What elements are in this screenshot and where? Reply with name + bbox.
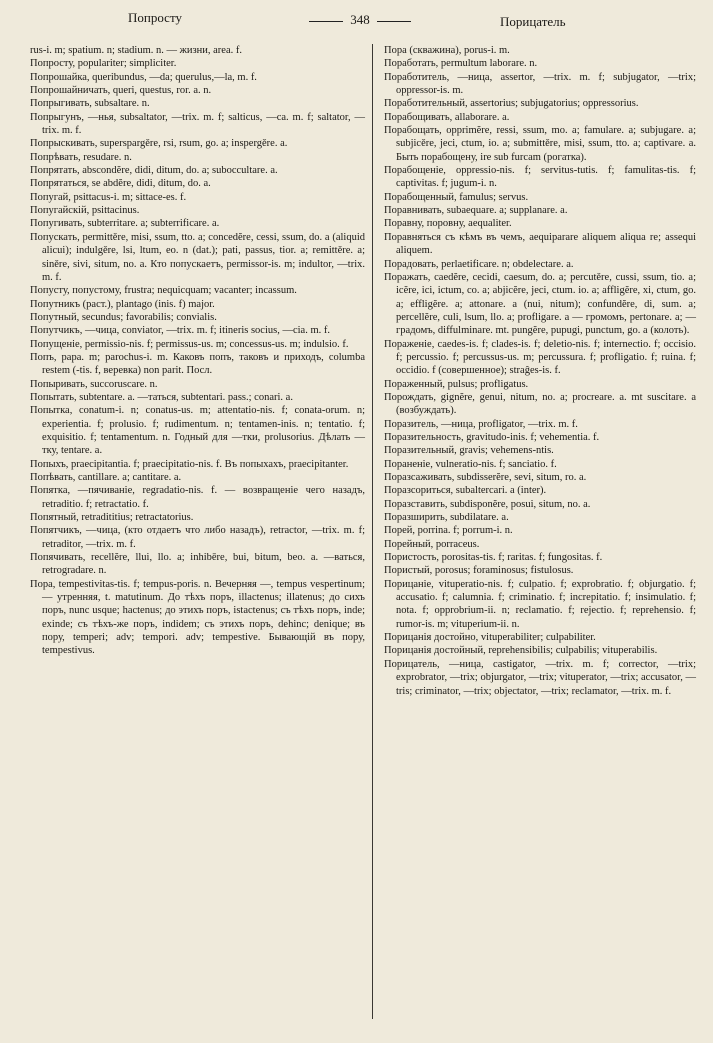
dictionary-entry: Попятка, —пячиваніе, regradatio-nis. f. — возвращеніе чего назадъ, retraditio. f; retractatio. f. <box>30 485 365 510</box>
dictionary-entry: Поразставить, subdisponĕre, posui, situm, no. a. <box>384 498 591 510</box>
dictionary-entry: Порейный, porraceus. <box>384 538 480 550</box>
dictionary-entry: Пораженіе, caedes-is. f; clades-is. f; deletio-nis. f; internectio. f; occisio. f; percussio. f; percussus-us. m; percussura. f; profligatio. f; ruina. f; occidio. f (совершенное); straĝes-is. f. <box>384 338 696 377</box>
dictionary-entry: Поработитель, —ница, assertor, —trix. m. f; subjugator, —trix; oppressor-is. m. <box>384 71 696 97</box>
dictionary-entry: Попятчикъ, —чица, (кто отдаетъ что либо назадъ), retractor, —trix. m. f; retraditor, —trix. m. f. <box>30 525 365 550</box>
dictionary-entry: Попрятать, abscondĕre, didi, ditum, do. a; suboccultare. a. <box>30 165 278 177</box>
dictionary-entry: Поразительный, gravis; vehemens-ntis. <box>384 445 554 457</box>
dictionary-entry: Попытка, conatum-i. n; conatus-us. m; attentatio-nis. f; conata-orum. n; experientia. f; prolusio. f; rudimentum. n; tentamen-inis. n; tentatio. f; exquisitio. f; tentamentum. n. Годный для —тки, prolusorius. Дѣлать —тку, tentare. a. <box>30 405 365 457</box>
dictionary-entry: Порождать, gignĕre, genui, nitum, no. a; procreare. a. mt suscitare. a (возбуждать). <box>384 391 696 417</box>
dictionary-entry: Пораненіе, vulneratio-nis. f; sanciatio. f. <box>384 458 557 470</box>
dictionary-entry: Попутчикъ, —чица, conviator, —trix. m. f; itineris socius, —cia. m. f. <box>30 325 330 337</box>
dictionary-entry: Пористость, porositas-tis. f; raritas. f; fungositas. f. <box>384 552 603 564</box>
dictionary-entry: Пораженный, pulsus; profligatus. <box>384 378 529 390</box>
dictionary-entry: Попугайскій, psittacinus. <box>30 205 140 217</box>
right-column <box>384 44 696 698</box>
dictionary-entry: Попущеніе, permissio-nis. f; permissus-us. m; concessus-us. m; indulsio. f. <box>30 338 349 350</box>
dictionary-entry: Порицанія достойно, vituperabiliter; culpabiliter. <box>384 632 596 644</box>
dictionary-entry: Попрошайка, queribundus, —da; querulus,—la, m. f. <box>30 71 257 83</box>
dictionary-entry: Порабощивать, allaborare. a. <box>384 111 510 123</box>
dictionary-entry: Пористый, porosus; foraminosus; fistulosus. <box>384 565 574 577</box>
column-divider <box>372 44 373 1019</box>
dictionary-entry: Попрыгивать, subsaltare. n. <box>30 98 150 110</box>
dictionary-entry: Поработать, permultum laborare. n. <box>384 58 538 70</box>
dictionary-entry: Попыривать, succoruscare. n. <box>30 378 158 390</box>
dictionary-entry: Попрошайничать, queri, questus, ror. a. n. <box>30 85 212 97</box>
dictionary-entry: Попрѣвать, resudare. n. <box>30 151 132 163</box>
dictionary-entry: Поразительность, gravitudo-inis. f; vehementia. f. <box>384 431 600 443</box>
dictionary-entry: Попугивать, subterritare. a; subterrificare. a. <box>30 218 220 230</box>
dictionary-entry: rus-i. m; spatium. n; stadium. n. — жизни, area. f. <box>30 45 242 56</box>
dictionary-entry: Поражать, caedĕre, cecidi, caesum, do. a; percutěre, cussi, ssum, tio. a; icĕre, ici, ictum, co. a; abjicĕre, jeci, ctum. io. a; affligĕre, xi, ctum, go. a; effligĕre. a; attonare. a (nui, nitum); confundĕre, di, sum. a; percellĕre, culi, lsum, llo. a; profligare. a — громомъ, pertonare. a; — градомъ, diffulminare. mt. pungĕre, pupugi, punctum, go. a (колоть). <box>384 271 696 337</box>
dictionary-entry: Попутный, secundus; favorabilis; convialis. <box>30 311 217 323</box>
dictionary-entry: Попытать, subtentare. a. —таться, subtentari. pass.; conari. a. <box>30 391 293 403</box>
dictionary-entry: Пора, tempestivitas-tis. f; tempus-poris. n. Вечерняя —, tempus vespertinum; — утренняя, t. matutinum. До тѣхъ поръ, illactenus; illatenus; до сихъ поръ, nunc usque; hactenus; до этихъ поръ, istactenus; съ тѣхъ поръ, inde; exinde; съ тѣхъ-же поръ, indidem; съ этихъ поръ, dehinc; denique; въ пору, temperi; adv; tempori. adv; tempestive. Бывающій въ пору, tempestivus. <box>30 578 365 657</box>
dictionary-entry: Порицанія достойный, reprehensibilis; culpabilis; vituperabilis. <box>384 645 658 657</box>
dictionary-entry: Попыхъ, praecipitantia. f; praecipitatio-nis. f. Въ попыхахъ, praecipitanter. <box>30 458 349 470</box>
dictionary-entry: Порабощать, opprimĕre, ressi, ssum, mo. a; famulare. a; subjugare. a; subjicěre, jeci, ctum, io. a; submittěre, misi, ssum, tto. a; captivare. a. Быть порабощену, ire sub furcam (рогатка). <box>384 125 696 163</box>
running-head-right: Порицатель <box>500 14 566 29</box>
dictionary-entry: Попугай, psittacus-i. m; sittace-es. f. <box>30 191 187 203</box>
running-head-left: Попросту <box>128 10 182 25</box>
dictionary-entry: Попрыгунъ, —нья, subsaltator, —trix. m. f; salticus, —ca. m. f; saltator, —trix. m. f. <box>30 111 365 137</box>
dictionary-entry: Поравняться съ кѣмъ въ чемъ, aequiparare aliquem aliqua re; assequi aliquem. <box>384 231 696 257</box>
dictionary-entry: Попъ, papa. m; parochus-i. m. Каковъ попъ, таковъ и приходъ, columba restem (-tis. f, веревка) non parit. Посл. <box>30 351 365 377</box>
page-number: 348 <box>350 12 370 27</box>
dictionary-entry: Попросту, populariter; simpliciter. <box>30 58 177 70</box>
dictionary-entry: Попусту, попустому, frustra; nequicquam; vacanter; incassum. <box>30 285 297 297</box>
dictionary-entry: Поразширить, subdilatare. a. <box>384 512 509 524</box>
dictionary-entry: Поразсаживать, subdisserĕre, sevi, situm, ro. a. <box>384 472 587 483</box>
dictionary-entry: Порабощеніе, oppressio-nis. f; servitus-tutis. f; famulitas-tis. f; captivitas. f; jugum-i. n. <box>384 165 696 190</box>
dictionary-entry: Порабощенный, famulus; servus. <box>384 191 529 203</box>
dictionary-entry: Поравнивать, subaequare. a; supplanare. a. <box>384 205 568 217</box>
dictionary-entry: Попускать, permittěre, misi, ssum, tto. a; concedĕre, cessi, ssum, do. a (aliquid alicui); indulgěre, lsi, ltum, eo. n (dat.); pati, passus, tior. a; remittěre. a; siněre, sivi, situm, no. a. Кто попускаетъ, permissor-is. m; indultor, —trix. m. f. <box>30 231 365 283</box>
left-column <box>30 44 365 658</box>
right-rule <box>377 21 411 22</box>
dictionary-entry: Поразитель, —ница, profligator, —trix. m. f. <box>384 418 578 430</box>
dictionary-entry: Попрятаться, se abdĕre, didi, ditum, do. a. <box>30 178 211 190</box>
dictionary-entry: Порицаніе, vituperatio-nis. f; culpatio. f; exprobratio. f; objurgatio. f; accusatio. f; calumnia. f; criminatio. f; increpitatio. f; insimulatio. f; nota. f; opprobrium-ii. n; reclamatio. f; rejectio. f; reprehensio. f; rumor-is. m; vituperium-ii. n. <box>384 578 696 630</box>
dictionary-entry: Порей, porrina. f; porrum-i. n. <box>384 525 513 537</box>
dictionary-entry: Поравну, поровну, aequaliter. <box>384 218 512 230</box>
dictionary-entry: Порицатель, —ница, castigator, —trix. m. f; corrector, —trix; exprobrator, —trix; objurgator, —trix; vituperator, —trix; accusator, —tris; criminator, —trix; objectator, —trix; reclamator, —trix. m. f. <box>384 658 696 697</box>
dictionary-entry: Попутникъ (раст.), plantago (inis. f) major. <box>30 298 215 310</box>
dictionary-entry: Порадовать, perlaetificare. n; obdelectare. a. <box>384 258 574 270</box>
page-number-block <box>300 12 420 28</box>
dictionary-entry: Попрыскивать, superspargěre, rsi, rsum, go. a; inspergěre. a. <box>30 138 288 150</box>
dictionary-entry: Попячивать, recellĕre, llui, llo. a; inhibēre, bui, bitum, beo. a. —ваться, retrogradare. n. <box>30 552 365 577</box>
dictionary-entry: Поработительный, assertorius; subjugatorius; oppressorius. <box>384 98 639 110</box>
dictionary-entry: Пора (скважина), porus-i. m. <box>384 45 510 56</box>
dictionary-entry: Поразсориться, subaltercari. a (inter). <box>384 485 547 497</box>
dictionary-entry: Попѣвать, cantillare. a; cantitare. a. <box>30 472 182 483</box>
left-rule <box>309 21 343 22</box>
dictionary-entry: Попятный, retradititius; retractatorius. <box>30 512 194 524</box>
